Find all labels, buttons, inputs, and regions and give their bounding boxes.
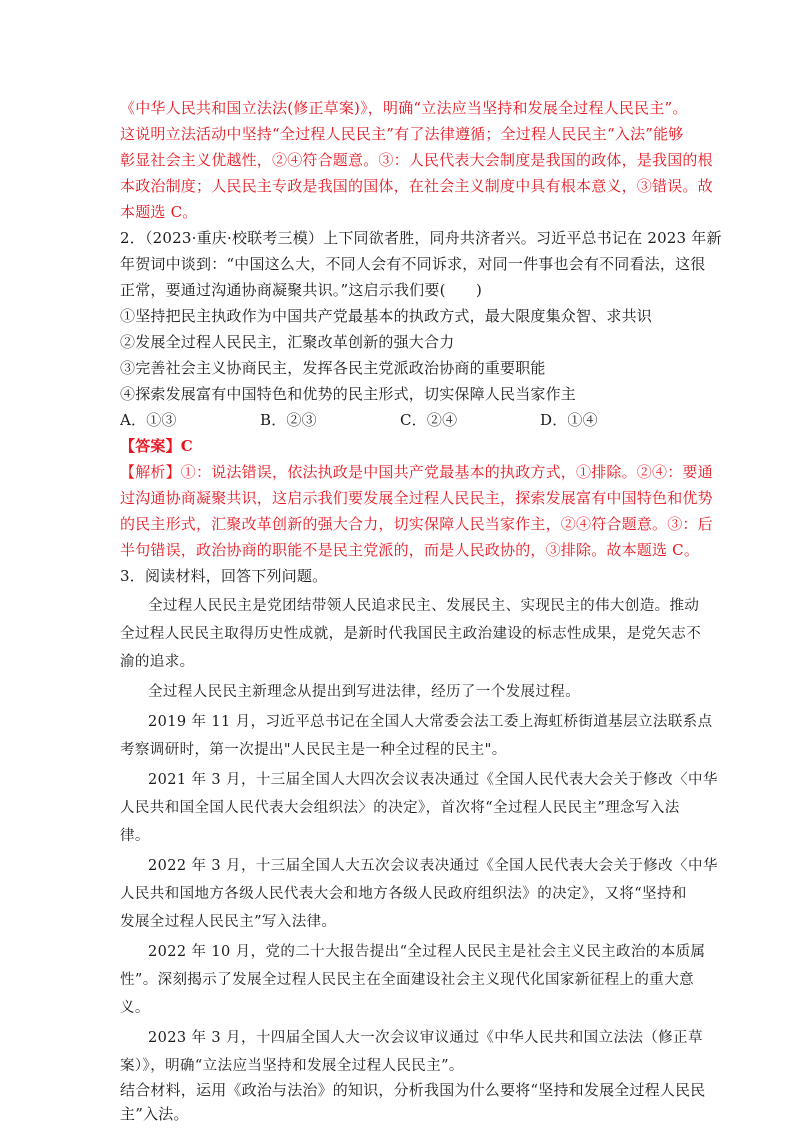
q3-material-line: 全过程人民民主是党团结带领人民追求民主、发展民主、实现民主的伟大创造。推动 — [148, 598, 700, 614]
q3-material-line: 全过程人民民主取得历史性成就，是新时代我国民主政治建设的标志性成果，是党矢志不 — [120, 626, 702, 642]
q2-explanation-line: 半句错误，政治协商的职能不是民主党派的，而是人民政协的，③排除。故本题选 C。 — [120, 541, 700, 559]
q2-options — [120, 408, 690, 432]
q3-question-line: 主”入法。 — [120, 1105, 189, 1123]
q2-statement: ④探索发展富有中国特色和优势的民主形式，切实保障人民当家作主 — [120, 385, 577, 403]
q2-statement: ③完善社会主义协商民主，发挥各民主党派政治协商的重要职能 — [120, 359, 546, 377]
q2-option-d: D．①④ — [540, 411, 598, 429]
q2-option-a: A．①③ — [120, 411, 177, 429]
q2-statement: ②发展全过程人民民主，汇聚改革创新的强大合力 — [120, 333, 455, 351]
prev-explanation-line: 本政治制度；人民民主专政是我国的国体，在社会主义制度中具有根本意义，③错误。故 — [120, 177, 713, 195]
q2-explanation-line: 过沟通协商凝聚共识，这启示我们要发展全过程人民民主，探索发展富有中国特色和优势 — [120, 489, 713, 507]
q2-stem-line: 年贺词中谈到：“中国这么大，不同人会有不同诉求，对同一件事也会有不同看法，这很 — [120, 255, 706, 273]
q3-material-line: 2019 年 11 月，习近平总书记在全国人大常委会法工委上海虹桥街道基层立法联系点 — [148, 714, 713, 730]
q2-answer: 【答案】C — [120, 437, 193, 455]
q3-material-line: 全过程人民民主新理念从提出到写进法律，经历了一个发展过程。 — [148, 684, 581, 700]
q2-statement: ①坚持把民主执政作为中国共产党最基本的执政方式，最大限度集众智、求共识 — [120, 307, 653, 325]
q3-material-line: 2021 年 3 月，十三届全国人大四次会议表决通过《全国人民代表大会关于修改〈中华 — [148, 772, 718, 788]
q2-explanation-line: 【解析】①：说法错误，依法执政是中国共产党最基本的执政方式，①排除。②④：要通 — [120, 463, 713, 481]
q2-stem-line: 正常，要通过沟通协商凝聚共识。”这启示我们要( ) — [120, 281, 483, 299]
q2-explanation-line: 的民主形式，汇聚改革创新的强大合力，切实保障人民当家作主，②④符合题意。③：后 — [120, 515, 713, 533]
prev-explanation-line: 这说明立法活动中坚持“全过程人民民主”有了法律遵循；全过程人民民主“入法”能够 — [120, 125, 684, 143]
q3-material-line: 义。 — [120, 1000, 150, 1016]
q2-option-c: C．②④ — [400, 411, 458, 429]
q3-material-line: 性”。深刻揭示了发展全过程人民民主在全面建设社会主义现代化国家新征程上的重大意 — [120, 972, 695, 988]
q3-material-line: 案）》，明确“立法应当坚持和发展全过程人民民主”。 — [120, 1058, 464, 1074]
q3-material-line: 2022 年 3 月，十三届全国人大五次会议表决通过《全国人民代表大会关于修改〈中华 — [148, 858, 718, 874]
q2-option-b: B．②③ — [260, 411, 317, 429]
prev-explanation-line: 《中华人民共和国立法法(修正草案)》，明确“立法应当坚持和发展全过程人民民主”。 — [120, 99, 688, 117]
q2-stem-line: 2．（2023·重庆·校联考三模）上下同欲者胜，同舟共济者兴。习近平总书记在 2023 年新 — [120, 229, 722, 247]
q3-material-line: 人民共和国全国人民代表大会组织法〉的决定》，首次将“全过程人民民主”理念写入法 — [120, 800, 680, 816]
q3-material-line: 律。 — [120, 828, 150, 844]
q3-material-line: 2023 年 3 月，十四届全国人大一次会议审议通过《中华人民共和国立法法（修正草 — [148, 1030, 703, 1046]
q3-question-line: 结合材料，运用《政治与法治》的知识，分析我国为什么要将“坚持和发展全过程人民民 — [120, 1081, 706, 1099]
q3-material-line: 渝的追求。 — [120, 654, 195, 670]
q3-material-line: 考察调研时，第一次提出"人民民主是一种全过程的民主"。 — [120, 742, 507, 758]
q3-material-line: 发展全过程人民民主”写入法律。 — [120, 914, 337, 930]
prev-explanation-line: 彰显社会主义优越性，②④符合题意。③：人民代表大会制度是我国的政体，是我国的根 — [120, 151, 713, 169]
q3-material-line: 2022 年 10 月，党的二十大报告提出“全过程人民民主是社会主义民主政治的本质属 — [148, 944, 706, 960]
prev-explanation-line: 本题选 C。 — [120, 203, 198, 221]
q3-material-line: 人民共和国地方各级人民代表大会和地方各级人民政府组织法》的决定》，又将“坚持和 — [120, 886, 687, 902]
q3-title: 3．阅读材料，回答下列问题。 — [120, 567, 328, 585]
